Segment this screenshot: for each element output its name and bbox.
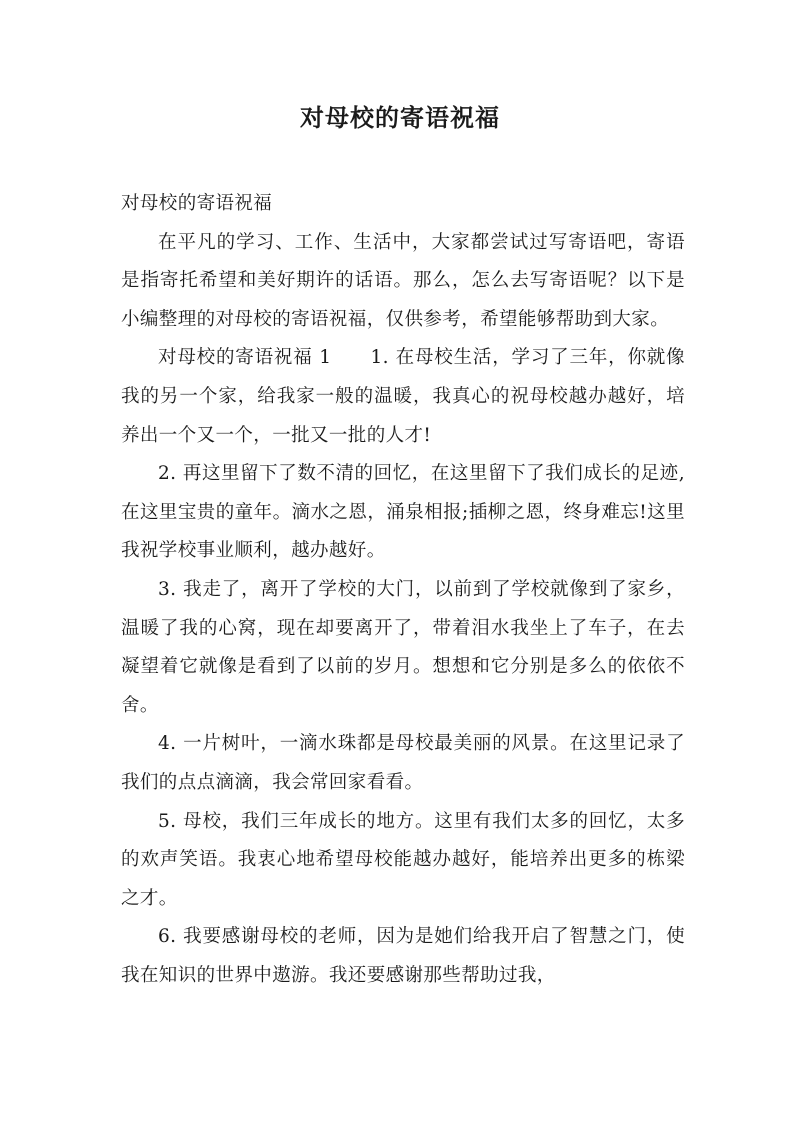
paragraph-wish-2: 2. 再这里留下了数不清的回忆，在这里留下了我们成长的足迹,在这里宝贵的童年。滴水之恩，涌泉相报;插柳之恩，终身难忘!这里我祝学校事业顺利，越办越好。 (121, 463, 685, 562)
paragraph-intro: 在平凡的学习、工作、生活中，大家都尝试过写寄语吧，寄语是指寄托希望和美好期许的话语。那么，怎么去写寄语呢？以下是小编整理的对母校的寄语祝福，仅供参考，希望能够帮助到大家。 (121, 231, 685, 330)
paragraph-wish-5: 5. 母校，我们三年成长的地方。这里有我们太多的回忆，太多的欢声笑语。我衷心地希望母校能越办越好，能培养出更多的栋梁之才。 (121, 810, 685, 909)
document-title: 对母校的寄语祝福 (300, 103, 500, 132)
paragraph-wish-3: 3. 我走了，离开了学校的大门，以前到了学校就像到了家乡，温暖了我的心窝，现在却要离开了，带着泪水我坐上了车子，在去凝望着它就像是看到了以前的岁月。想想和它分别是多么的依依不舍。 (121, 578, 685, 716)
paragraph-heading: 对母校的寄语祝福 (121, 193, 273, 214)
paragraph-wish-1: 对母校的寄语祝福 1 1. 在母校生活，学习了三年，你就像我的另一个家，给我家一般的温暖，我真心的祝母校越办越好，培养出一个又一个，一批又一批的人才! (121, 347, 685, 446)
paragraph-wish-4: 4. 一片树叶，一滴水珠都是母校最美丽的风景。在这里记录了我们的点点滴滴，我会常回家看看。 (121, 733, 685, 793)
paragraph-wish-6: 6. 我要感谢母校的老师，因为是她们给我开启了智慧之门，使我在知识的世界中遨游。我还要感谢那些帮助过我， (121, 926, 685, 986)
document-body (121, 185, 685, 995)
